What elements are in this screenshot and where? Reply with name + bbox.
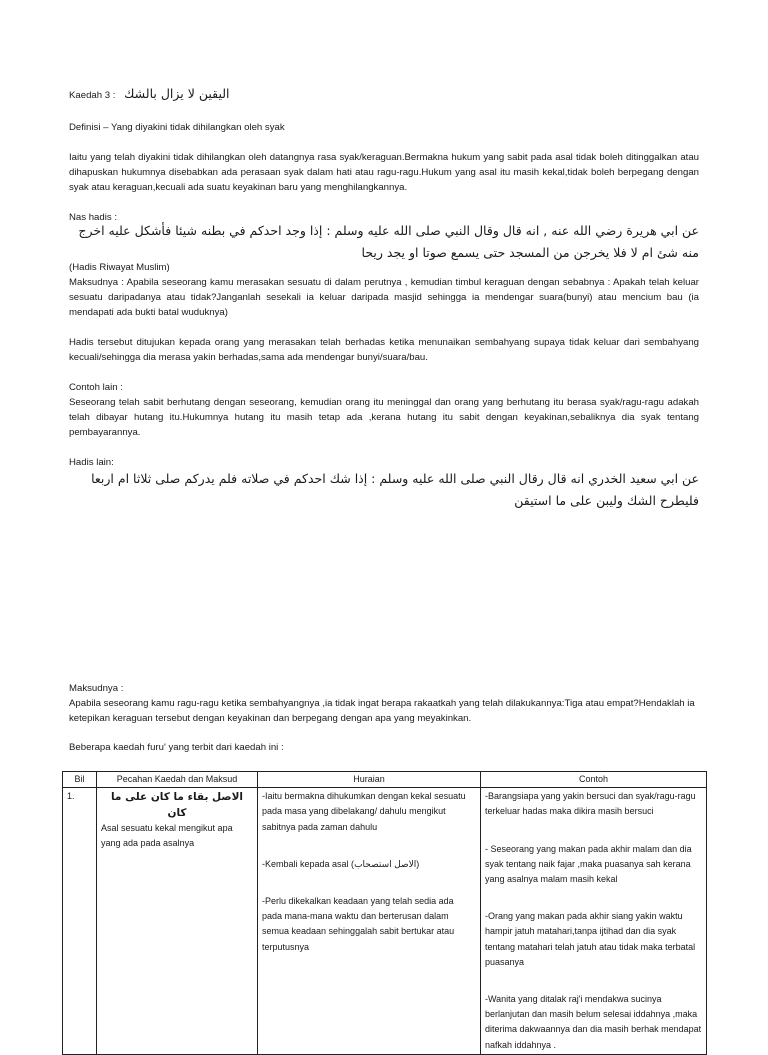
beberapa-kaedah-text: Beberapa kaedah furu' yang terbit dari kaedah ini : — [69, 742, 284, 753]
nas-hadis-label: Nas hadis : — [69, 212, 117, 223]
header-contoh: Contoh — [481, 772, 707, 788]
kaedah-furu-table — [62, 771, 707, 1055]
huraian-item: -Perlu dikekalkan keadaan yang telah sedia ada pada mana-mana waktu dan berterusan dalam semua keadaan sehinggalah sabit bertukar atau terputusnya — [262, 896, 455, 952]
hadis-lain-label: Hadis lain: — [69, 457, 114, 468]
nas-hadis-arabic: عن ابي هريرة رضي الله عنه , انه قال وقال النبي صلى الله عليه وسلم : إذا وجد احدكم في بطنه شيئا فأشكل عليه اخرج منه شئ ام لا فلا يخرجن من المسجد حتى يسمع صوتا او يجد ريحا — [78, 223, 699, 260]
row-huraian — [258, 788, 481, 1055]
hadis-lain-arabic: عن ابي سعيد الخدري انه قال رقال النبي صلى الله عليه وسلم : إذا شك احدكم في صلاته فلم يدركم صلى ثلاثا ام اربعا فليطرح الشك وليبن على ما استيقن — [91, 471, 699, 508]
huraian-item: -Kembali kepada asal (الاصل استصحاب) — [262, 858, 420, 869]
header-bil: Bil — [63, 772, 97, 788]
row-kaedah — [97, 788, 258, 1055]
huraian-item: -Iaitu bermakna dihukumkan dengan kekal sesuatu pada masa yang dibelakang/ dahulu mengikut sabitnya pada zaman dahulu — [262, 791, 466, 832]
contoh-item: -Barangsiapa yang yakin bersuci dan syak/ragu-ragu terkeluar hadas maka dikira masih bersuci — [485, 791, 696, 817]
row-bil: 1. — [63, 788, 97, 1055]
kaedah-label: Kaedah 3 : — [69, 90, 116, 101]
kaedah-arabic: اليقين لا يزال بالشك — [124, 86, 230, 101]
table-header-row — [63, 772, 707, 788]
kaedah-heading — [69, 86, 699, 103]
hadis-source: (Hadis Riwayat Muslim) — [69, 262, 170, 273]
intro-paragraph: Iaitu yang telah diyakini tidak dihilangkan oleh datangnya rasa syak/keraguan.Bermakna hukum yang sabit pada asal tidak boleh ditinggalkan atau dihapuskan hukumnya disebabkan ada perasaan syak dalam hati atau ragu-ragu.Hukum yang asal itu masih kekal,tidak boleh berpegang dengan syak atau keraguan,kecuali ada suatu keyakinan baru yang menghilangkannya. — [69, 152, 699, 193]
row-kaedah-arabic: الاصل بقاء ما كان على ما كان — [110, 791, 243, 820]
contoh-item: -Orang yang makan pada akhir siang yakin waktu hampir jatuh matahari,tanpa ijtihad dan dia syak tentang matahari telah jatuh atau tidak maka terbatal puasanya — [485, 911, 696, 967]
nas-hadis-maksud: Maksudnya : Apabila seseorang kamu merasakan sesuatu di dalam perutnya , kemudian timbul keraguan dengan sebabnya : Apakah telah keluar sesuatu daripadanya atau tidak?Janganlah sesekali ia keluar daripada masjid sehingga ia mendengar suara(bunyi) atau mencium bau (ia mendapati ada bukti batal wuduknya) — [69, 277, 699, 318]
table-row — [63, 788, 707, 1055]
contoh-item: - Seseorang yang makan pada akhir malam dan dia syak tentang naik fajar ,maka puasanya sah kerana yang asalnya malam masih kekal — [485, 843, 692, 885]
definisi-text: Definisi – Yang diyakini tidak dihilangkan oleh syak — [69, 122, 285, 133]
row-kaedah-maksud: Asal sesuatu kekal mengikut apa yang ada pada asalnya — [101, 823, 233, 849]
header-pecahan: Pecahan Kaedah dan Maksud — [97, 772, 258, 788]
explanation-paragraph: Hadis tersebut ditujukan kepada orang yang merasakan telah berhadas ketika menunaikan sembahyang supaya tidak keluar dari sembahyang kecuali/sehingga dia merasa yakin berhadas,sama ada mendengar bunyi/suara/bau. — [69, 337, 699, 363]
maksud2-text: Apabila seseorang kamu ragu-ragu ketika sembahyangnya ,ia tidak ingat berapa rakaatkah yang telah dilakukannya:Tiga atau empat?Hendaklah ia ketepikan keraguan tersebut dengan keyakinan dan berpegang dengan apa yang meyakinkan. — [69, 698, 695, 724]
contoh-label: Contoh lain : — [69, 382, 123, 393]
contoh-text: Seseorang telah sabit berhutang dengan seseorang, kemudian orang itu meninggal dan orang yang berhutang itu berasa syak/ragu-ragu adakah telah dibayar hutang itu.Hukumnya hutang itu masih tetap ada ,kerana hutang itu sabit dengan keyakinan,sebaliknya dia syak tentang pembayarannya. — [69, 397, 699, 438]
maksud2-label: Maksudnya : — [69, 683, 124, 694]
row-contoh — [481, 788, 707, 1055]
contoh-item: -Wanita yang ditalak raj'i mendakwa sucinya berlanjutan dan masih belum selesai iddahnya ,maka diterima dakwaannya dan dia masih berhak mendapat nafkah iddahnya . — [485, 994, 702, 1050]
header-huraian: Huraian — [258, 772, 481, 788]
